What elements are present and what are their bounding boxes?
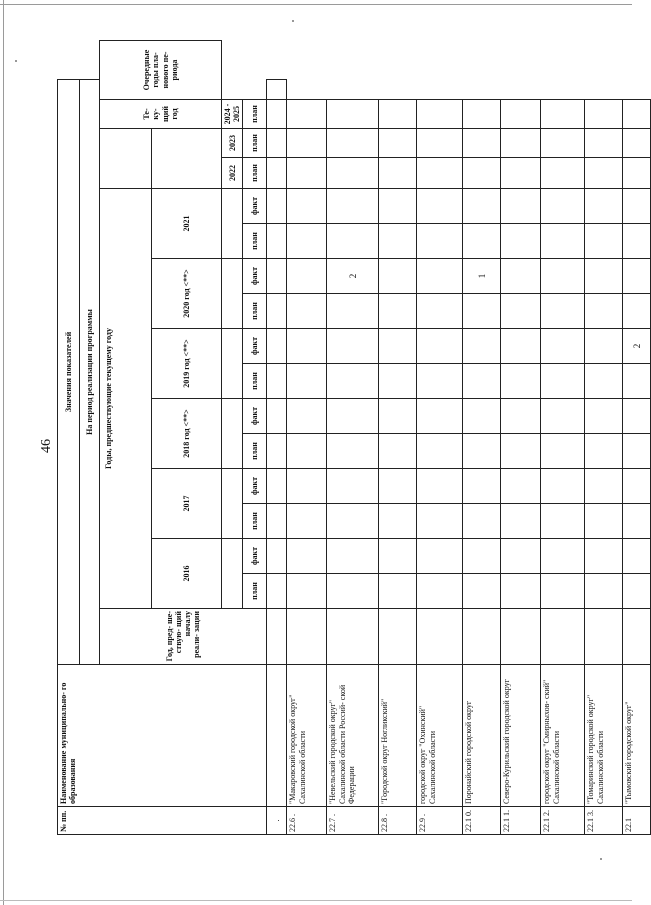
value-y2018-plan (623, 434, 651, 469)
value-y2023-plan (501, 129, 541, 158)
scan-edge-left (3, 0, 4, 905)
table-row (287, 41, 327, 835)
plan-2018: план (243, 434, 267, 469)
value-y2018-plan (541, 434, 585, 469)
blank-2021-top (100, 129, 152, 189)
value-y2020-fact (585, 259, 623, 294)
value-y2016-plan (585, 574, 623, 609)
row-number: 22.9 . (417, 807, 463, 835)
value-y2020-plan (623, 294, 651, 329)
value-y2018-fact (417, 399, 463, 434)
empty-cell (267, 504, 287, 539)
table-row-leading (267, 41, 287, 835)
value-y2022-plan (287, 158, 327, 189)
value-y2017-fact (379, 469, 417, 504)
current-year-header: Те- ку- щий год (100, 100, 222, 129)
value-y2021-fact (287, 189, 327, 224)
value-y2017-fact (501, 469, 541, 504)
rotated-table-container (57, 40, 642, 835)
table-row (327, 41, 379, 835)
empty-cell (267, 129, 287, 158)
value-y2020-plan (585, 294, 623, 329)
spacer (222, 574, 243, 609)
value-y2016-fact (541, 539, 585, 574)
empty-cell (267, 100, 287, 129)
value-y2019-plan (623, 364, 651, 399)
data-rows (287, 41, 651, 835)
empty-cell (267, 609, 287, 665)
value-y2017-fact (463, 469, 501, 504)
row-number: 22.1 (623, 807, 651, 835)
value-y2016-fact (623, 539, 651, 574)
plan-2023: план (243, 129, 267, 158)
value-y2018-fact (379, 399, 417, 434)
spacer (222, 259, 243, 294)
value-y2022-plan (541, 158, 585, 189)
value-y2018-fact (585, 399, 623, 434)
spacer (222, 469, 243, 504)
value-y2021-plan (287, 224, 327, 259)
plan-2024: план (243, 100, 267, 129)
plan-2020: план (243, 294, 267, 329)
page-number: 46 (39, 439, 54, 453)
value-y2016-fact (417, 539, 463, 574)
empty-cell (267, 189, 287, 224)
value-y2021-fact (379, 189, 417, 224)
municipality-name: Поронайский городской округ (463, 665, 501, 807)
value-y2017-plan (327, 504, 379, 539)
column-number-header: № пп. (58, 807, 267, 835)
value-y2016-plan (623, 574, 651, 609)
table-row (417, 41, 463, 835)
value-y2021-plan (379, 224, 417, 259)
value-y2019-plan (463, 364, 501, 399)
value-y2017-plan (463, 504, 501, 539)
value-y2018-fact (623, 399, 651, 434)
empty-cell (267, 399, 287, 434)
value-y2017-fact (623, 469, 651, 504)
empty-cell (267, 364, 287, 399)
value-y2017-plan (501, 504, 541, 539)
fact-2016: факт (243, 539, 267, 574)
value-y2019-plan (287, 364, 327, 399)
row-number: 22.7 . (327, 807, 379, 835)
value-y2024-plan (379, 100, 417, 129)
fact-2021: факт (243, 189, 267, 224)
value-y2020-fact: 2 (327, 259, 379, 294)
value-y2019-plan (501, 364, 541, 399)
spacer (222, 504, 243, 539)
value-y2019-fact (463, 329, 501, 364)
scan-speck (600, 858, 602, 860)
value-y2018-plan (327, 434, 379, 469)
value-y2021-fact (501, 189, 541, 224)
value-y2020-plan (501, 294, 541, 329)
value-y2020-plan (327, 294, 379, 329)
value-y2016-fact (327, 539, 379, 574)
spacer (222, 189, 243, 224)
value-y2021-plan (541, 224, 585, 259)
base-year-value (417, 609, 463, 665)
row-number: 22.1 1. (501, 807, 541, 835)
value-y2016-fact (379, 539, 417, 574)
spacer (222, 294, 243, 329)
value-y2020-fact: 1 (463, 259, 501, 294)
value-y2020-fact (623, 259, 651, 294)
value-y2017-fact (327, 469, 379, 504)
prev-years-header: Годы, предшествующие текущему году (100, 189, 152, 609)
value-y2020-plan (379, 294, 417, 329)
year-2024: 2024 - 2025 (222, 100, 243, 129)
value-y2021-plan (463, 224, 501, 259)
value-y2017-plan (623, 504, 651, 539)
year-2017: 2017 (152, 469, 222, 539)
municipality-name: "Тымовский городской округ" (623, 665, 651, 807)
value-y2018-fact (541, 399, 585, 434)
program-period-header: На период реализации программы (80, 79, 100, 664)
value-y2017-fact (287, 469, 327, 504)
row-number: 22.1 0. (463, 807, 501, 835)
plan-2017: план (243, 504, 267, 539)
value-y2022-plan (585, 158, 623, 189)
value-y2017-fact (417, 469, 463, 504)
value-y2017-plan (585, 504, 623, 539)
value-y2021-plan (585, 224, 623, 259)
value-y2021-fact (585, 189, 623, 224)
plan-2016: план (243, 574, 267, 609)
value-y2018-plan (501, 434, 541, 469)
value-y2024-plan (541, 100, 585, 129)
value-y2017-plan (379, 504, 417, 539)
table-row (541, 41, 585, 835)
base-year-value (585, 609, 623, 665)
spacer (222, 399, 243, 434)
empty-cell (267, 469, 287, 504)
value-y2019-fact (541, 329, 585, 364)
base-year-value (463, 609, 501, 665)
fact-2019: факт (243, 329, 267, 364)
fact-2018: факт (243, 399, 267, 434)
empty-cell (267, 158, 287, 189)
year-2020: 2020 год <**> (152, 259, 222, 329)
scan-speck (15, 60, 17, 62)
value-y2016-plan (463, 574, 501, 609)
empty-cell (267, 224, 287, 259)
value-y2018-fact (463, 399, 501, 434)
value-y2024-plan (463, 100, 501, 129)
fact-2017: факт (243, 469, 267, 504)
base-year-value (327, 609, 379, 665)
next-years-header: Очередные годы пла- нового пе- риода (100, 41, 222, 100)
value-y2020-fact (379, 259, 417, 294)
value-y2019-plan (379, 364, 417, 399)
year-2019: 2019 год <**> (152, 329, 222, 399)
year-2018: 2018 год <**> (152, 399, 222, 469)
row-number: 22.6 . (287, 807, 327, 835)
base-year-value (379, 609, 417, 665)
value-y2018-plan (585, 434, 623, 469)
value-y2020-fact (417, 259, 463, 294)
value-y2017-fact (541, 469, 585, 504)
table-row (585, 41, 623, 835)
column-name-header: Наименование муниципально- го образования (58, 665, 267, 807)
value-y2021-fact (417, 189, 463, 224)
value-y2023-plan (379, 129, 417, 158)
base-year-header: Год, пред- ше- ствую- щий началу реали- зации (100, 609, 267, 665)
value-y2023-plan (463, 129, 501, 158)
table-row (501, 41, 541, 835)
value-y2016-plan (417, 574, 463, 609)
municipality-name: "Невельский городской округ" Сахалинской области Россий- ской Федерации (327, 665, 379, 807)
value-y2019-fact (379, 329, 417, 364)
base-year-value (541, 609, 585, 665)
table-row (379, 41, 417, 835)
value-y2020-plan (541, 294, 585, 329)
scan-edge-top (0, 4, 632, 5)
value-y2024-plan (417, 100, 463, 129)
value-y2017-plan (541, 504, 585, 539)
value-y2019-fact: 2 (623, 329, 651, 364)
leading-dot: . (267, 807, 287, 835)
empty-cell (267, 665, 287, 807)
value-y2021-plan (623, 224, 651, 259)
year-2023: 2023 (222, 129, 243, 158)
value-y2021-fact (463, 189, 501, 224)
municipality-name: "Томаринский городской округ" Сахалинской области (585, 665, 623, 807)
municipality-name: Северо-Курильский городской округ (501, 665, 541, 807)
value-y2021-fact (327, 189, 379, 224)
value-y2024-plan (287, 100, 327, 129)
value-y2022-plan (379, 158, 417, 189)
base-year-value (501, 609, 541, 665)
value-y2020-fact (541, 259, 585, 294)
scan-speck (292, 20, 294, 22)
value-y2020-plan (417, 294, 463, 329)
plan-2022: план (243, 158, 267, 189)
empty-cell (267, 329, 287, 364)
value-y2016-plan (501, 574, 541, 609)
header-row-1 (58, 41, 80, 835)
value-y2023-plan (327, 129, 379, 158)
value-y2024-plan (501, 100, 541, 129)
value-y2022-plan (327, 158, 379, 189)
row-number: 22.1 3. (585, 807, 623, 835)
value-y2018-fact (327, 399, 379, 434)
empty-cell (267, 539, 287, 574)
plan-2021: план (243, 224, 267, 259)
value-y2019-plan (327, 364, 379, 399)
empty-cell (267, 574, 287, 609)
value-y2017-fact (585, 469, 623, 504)
empty-cell (267, 259, 287, 294)
value-y2019-fact (585, 329, 623, 364)
value-y2019-fact (287, 329, 327, 364)
value-y2023-plan (417, 129, 463, 158)
value-y2019-plan (417, 364, 463, 399)
municipality-name: "Макаровский городской округ" Сахалинской области (287, 665, 327, 807)
value-y2018-plan (417, 434, 463, 469)
spacer (222, 364, 243, 399)
empty-cell (267, 79, 287, 99)
value-y2024-plan (585, 100, 623, 129)
value-y2024-plan (327, 100, 379, 129)
base-year-value (623, 609, 651, 665)
municipality-name: городской округ "Смирныхов- ский" Сахалинской области (541, 665, 585, 807)
value-y2020-fact (501, 259, 541, 294)
plan-2019: план (243, 364, 267, 399)
value-y2020-plan (287, 294, 327, 329)
spacer (222, 329, 243, 364)
value-y2019-plan (541, 364, 585, 399)
municipality-name: "Городской округ Ногликский" (379, 665, 417, 807)
value-y2018-plan (287, 434, 327, 469)
scan-edge-bottom (0, 900, 632, 901)
value-y2023-plan (623, 129, 651, 158)
year-2021: 2021 (152, 189, 222, 259)
value-y2019-fact (327, 329, 379, 364)
value-y2018-plan (379, 434, 417, 469)
value-y2019-fact (417, 329, 463, 364)
value-y2022-plan (623, 158, 651, 189)
value-y2016-fact (585, 539, 623, 574)
spacer (222, 539, 243, 574)
row-number: 22.8 . (379, 807, 417, 835)
base-year-value (287, 609, 327, 665)
spacer (222, 434, 243, 469)
value-y2016-fact (287, 539, 327, 574)
value-y2016-fact (463, 539, 501, 574)
spacer (222, 224, 243, 259)
value-y2018-fact (287, 399, 327, 434)
value-y2016-fact (501, 539, 541, 574)
value-y2021-fact (541, 189, 585, 224)
value-y2022-plan (501, 158, 541, 189)
value-y2021-plan (417, 224, 463, 259)
value-y2022-plan (463, 158, 501, 189)
value-y2020-fact (287, 259, 327, 294)
value-y2022-plan (417, 158, 463, 189)
value-y2017-plan (417, 504, 463, 539)
year-2022: 2022 (222, 158, 243, 189)
year-2016: 2016 (152, 539, 222, 609)
fact-2020: факт (243, 259, 267, 294)
value-y2021-plan (501, 224, 541, 259)
values-header: Значения показателей (58, 79, 80, 664)
value-y2018-fact (501, 399, 541, 434)
value-y2024-plan (623, 100, 651, 129)
value-y2019-fact (501, 329, 541, 364)
empty-cell (267, 294, 287, 329)
value-y2023-plan (541, 129, 585, 158)
municipality-name: городской округ "Охинский" Сахалинской области (417, 665, 463, 807)
value-y2023-plan (585, 129, 623, 158)
table-row (623, 41, 651, 835)
value-y2023-plan (287, 129, 327, 158)
value-y2018-plan (463, 434, 501, 469)
value-y2021-fact (623, 189, 651, 224)
value-y2019-plan (585, 364, 623, 399)
value-y2016-plan (541, 574, 585, 609)
value-y2016-plan (379, 574, 417, 609)
value-y2020-plan (463, 294, 501, 329)
value-y2021-plan (327, 224, 379, 259)
indicators-table (57, 40, 651, 835)
table-row (463, 41, 501, 835)
empty-cell (267, 434, 287, 469)
value-y2017-plan (287, 504, 327, 539)
value-y2016-plan (327, 574, 379, 609)
row-number: 22.1 2. (541, 807, 585, 835)
value-y2016-plan (287, 574, 327, 609)
